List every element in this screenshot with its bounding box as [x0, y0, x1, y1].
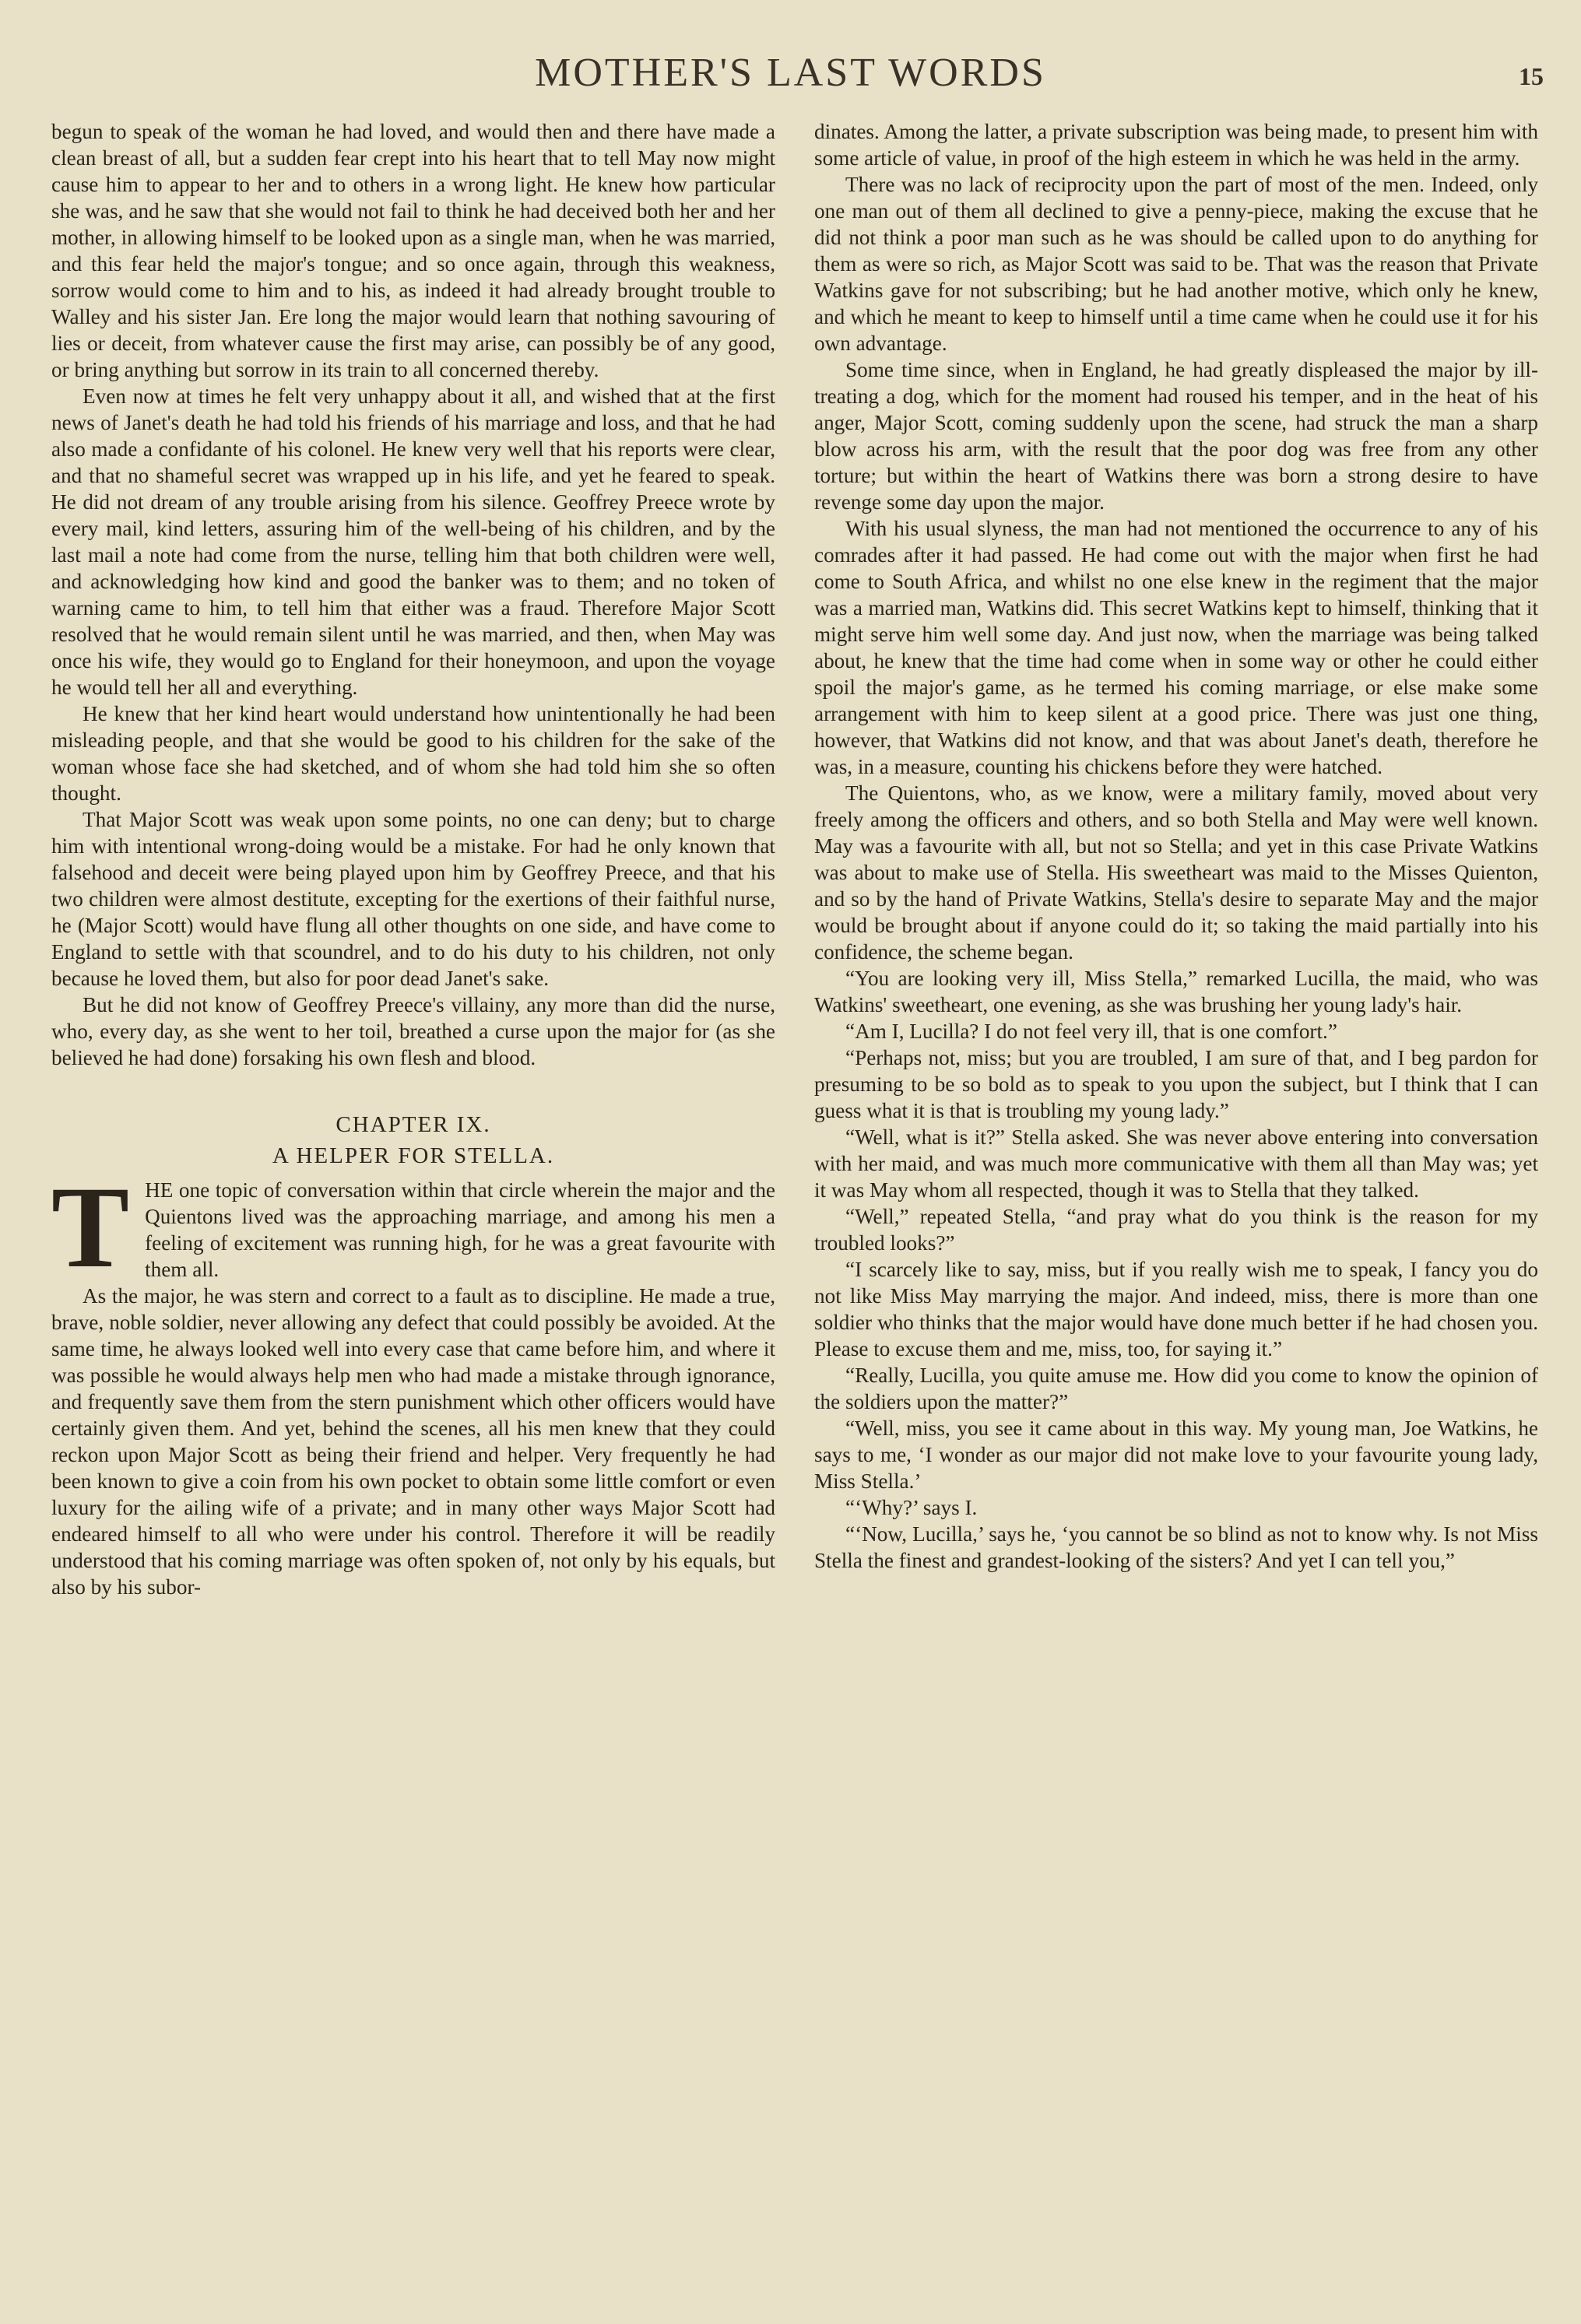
paragraph: But he did not know of Geoffrey Preece's villainy, any more than did the nurse, who, every day, as she went to her toil, breathed a curse upon the major for (as she believed he had done) forsaking his own flesh and blood. [51, 993, 775, 1069]
dialogue-paragraph: “Am I, Lucilla? I do not feel very ill, that is one comfort.” [845, 1020, 1337, 1043]
dialogue-paragraph: “‘Why?’ says I. [845, 1496, 978, 1519]
paragraph: As the major, he was stern and correct to a fault as to discipline. He made a true, brave, noble soldier, never allowing any defect that could possibly be avoided. At the same time, he always looked well into every case that came before him, and where it was possible he would always help men who had made a mistake through ignorance, and frequently save them from the stern punishment which other officers would have certainly given them. And yet, behind the scenes, all his men knew that they could reckon upon Major Scott as being their friend and helper. Very frequently he had been known to give a coin from his own pocket to obtain some little comfort or even luxury for the ailing wife of a private; and in many other ways Major Scott had endeared himself to all who were under his control. Therefore it will be readily understood that his coming marriage was often spoken of, not only by his equals, but also by his subor- [51, 1284, 775, 1599]
paragraph: He knew that her kind heart would understand how unintentionally he had been misleading people, and that she would be good to his children for the sake of the woman whose face she had sketched, and of whom she had told him she so often thought. [51, 702, 775, 805]
paragraph: begun to speak of the woman he had loved, and would then and there have made a clean breast of all, but a sudden fear crept into his heart that to tell May now might cause him to appear to her and to others in a wrong light. He knew how particular she was, and he saw that she would not fail to think he had deceived both her and her mother, in allowing himself to be looked upon as a single man, when he was married, and this fear held the major's tongue; and so once again, through this weakness, sorrow would come to him and to his, as indeed it had already brought trouble to Walley and his sister Jan. Ere long the major would learn that nothing savouring of lies or deceit, from whatever cause the first may arise, can possibly be of any good, or bring anything but sorrow in its train to all concerned thereby. [51, 120, 775, 381]
page-number: 15 [1519, 62, 1544, 90]
running-head [0, 50, 1581, 104]
paragraph: That Major Scott was weak upon some points, no one can deny; but to charge him with intentional wrong-doing would be a mistake. For had he only known that falsehood and deceit were being played upon him by Geoffrey Preece, and that his two children were almost destitute, excepting for the exertions of their faithful nurse, he (Major Scott) would have flung all other thoughts on one side, and have come to England to settle with that scoundrel, and to do his duty to his children, not only because he loved them, but also for poor dead Janet's sake. [51, 808, 775, 990]
dialogue-paragraph: “You are looking very ill, Miss Stella,” remarked Lucilla, the maid, who was Watkins' sweetheart, one evening, as she was brushing her young lady's hair. [814, 967, 1538, 1016]
chapter-title: A HELPER FOR STELLA. [272, 1143, 555, 1168]
chapter-number: CHAPTER IX. [336, 1112, 491, 1137]
dropcap-paragraph [51, 1163, 775, 1292]
paragraph-continuation: dinates. Among the latter, a private subscription was being made, to present him with some article of value, in proof of the high esteem in which he was held in the army. [814, 120, 1538, 170]
paragraph: Even now at times he felt very unhappy about it all, and wished that at the first news of Janet's death he had told his friends of his marriage and loss, and that he had also made a confidante of his colonel. He knew very well that his reports were clear, and that no shameful secret was wrapped up in his life, and yet he feared to speak. He did not dream of any trouble arising from his silence. Geoffrey Preece wrote by every mail, kind letters, assuring him of the well-being of his children, and by the last mail a note had come from the nurse, telling him that both children were well, and acknowledging how kind and good the banker was to them; and no token of warning came to him, to tell him that either was a fraud. Therefore Major Scott resolved that he would remain silent until he was married, and then, when May was once his wife, they would go to England for their honeymoon, and upon the voyage he would tell her all and everything. [51, 384, 775, 699]
dialogue-paragraph: “Well, miss, you see it came about in this way. My young man, Joe Watkins, he says to me, ‘I wonder as our major did not make love to your favourite young lady, Miss Stella.’ [814, 1417, 1538, 1493]
dialogue-paragraph: “I scarcely like to say, miss, but if you really wish me to speak, I fancy you do not like Miss May marrying the major. And indeed, miss, there is more than one soldier who thinks that the major would have done much better if he had chosen you. Please to excuse them and me, miss, too, for saying it.” [814, 1258, 1538, 1360]
left-column [51, 118, 775, 2282]
dialogue-paragraph: “‘Now, Lucilla,’ says he, ‘you cannot be so blind as not to know why. Is not Miss Stella the finest and grandest-looking of the sisters? And yet I can tell you,” [814, 1522, 1538, 1572]
paragraph: The Quientons, who, as we know, were a military family, moved about very freely among the officers and others, and so both Stella and May were well known. May was a favourite with all, but not so Stella; and yet in this case Private Watkins was about to make use of Stella. His sweetheart was maid to the Misses Quienton, and so by the hand of Private Watkins, Stella's desire to separate May and the major would be brought about if anyone could do it; so taking the maid partially into his confidence, the scheme began. [814, 781, 1538, 964]
right-column [814, 118, 1538, 2282]
paragraph: With his usual slyness, the man had not mentioned the occurrence to any of his comrades after it had passed. He had come out with the major when first he had come to South Africa, and whilst no one else knew in the regiment that the major was a married man, Watkins did. This secret Watkins kept to himself, thinking that it might serve him well some day. And just now, when the marriage was being talked about, he knew that the time had come when in some way or other he could either spoil the major's game, as he termed his coming marriage, or else make some arrangement with him to keep silent at a good price. There was just one thing, however, that Watkins did not know, and that was about Janet's death, therefore he was, in a measure, counting his chickens before they were hatched. [814, 517, 1538, 778]
running-title: MOTHER'S LAST WORDS [535, 51, 1046, 95]
paragraph: There was no lack of reciprocity upon the part of most of the men. Indeed, only one man out of them all declined to give a penny-piece, making the excuse that he did not think a poor man such as he was should be called upon to do anything for them as were so rich, as Major Scott was said to be. That was the reason that Private Watkins gave for not subscribing; but he had another motive, which only he knew, and which he meant to keep to himself until a time came when he could use it for his own advantage. [814, 173, 1538, 355]
dialogue-paragraph: “Perhaps not, miss; but you are troubled, I am sure of that, and I beg pardon for presuming to be so bold as to speak to you upon the subject, but I think that I can guess what it is that is troubling my young lady.” [814, 1046, 1538, 1122]
dropcap-paragraph-text: HE one topic of conversation within that circle wherein the major and the Quientons lived was the approaching marriage, and among his men a feeling of excitement was running high, for he was a great favourite with them all. [145, 1178, 775, 1281]
dialogue-paragraph: “Well, what is it?” Stella asked. She was never above entering into conversation with her maid, and was much more communicative with them all than May was; yet it was May whom all respected, though it was to Stella that they talked. [814, 1125, 1538, 1202]
dialogue-paragraph: “Well,” repeated Stella, “and pray what do you think is the reason for my troubled looks?” [814, 1205, 1538, 1255]
dialogue-paragraph: “Really, Lucilla, you quite amuse me. How did you come to know the opinion of the soldiers upon the matter?” [814, 1364, 1538, 1413]
dropcap-letter: T [51, 1163, 130, 1292]
paragraph: Some time since, when in England, he had greatly displeased the major by ill-treating a dog, which for the moment had roused his temper, and in the heat of his anger, Major Scott, coming suddenly upon the scene, had struck the man a sharp blow across his arm, with the result that the poor dog was free from any other torture; but within the heart of Watkins there was born a strong desire to have revenge some day upon the major. [814, 358, 1538, 514]
